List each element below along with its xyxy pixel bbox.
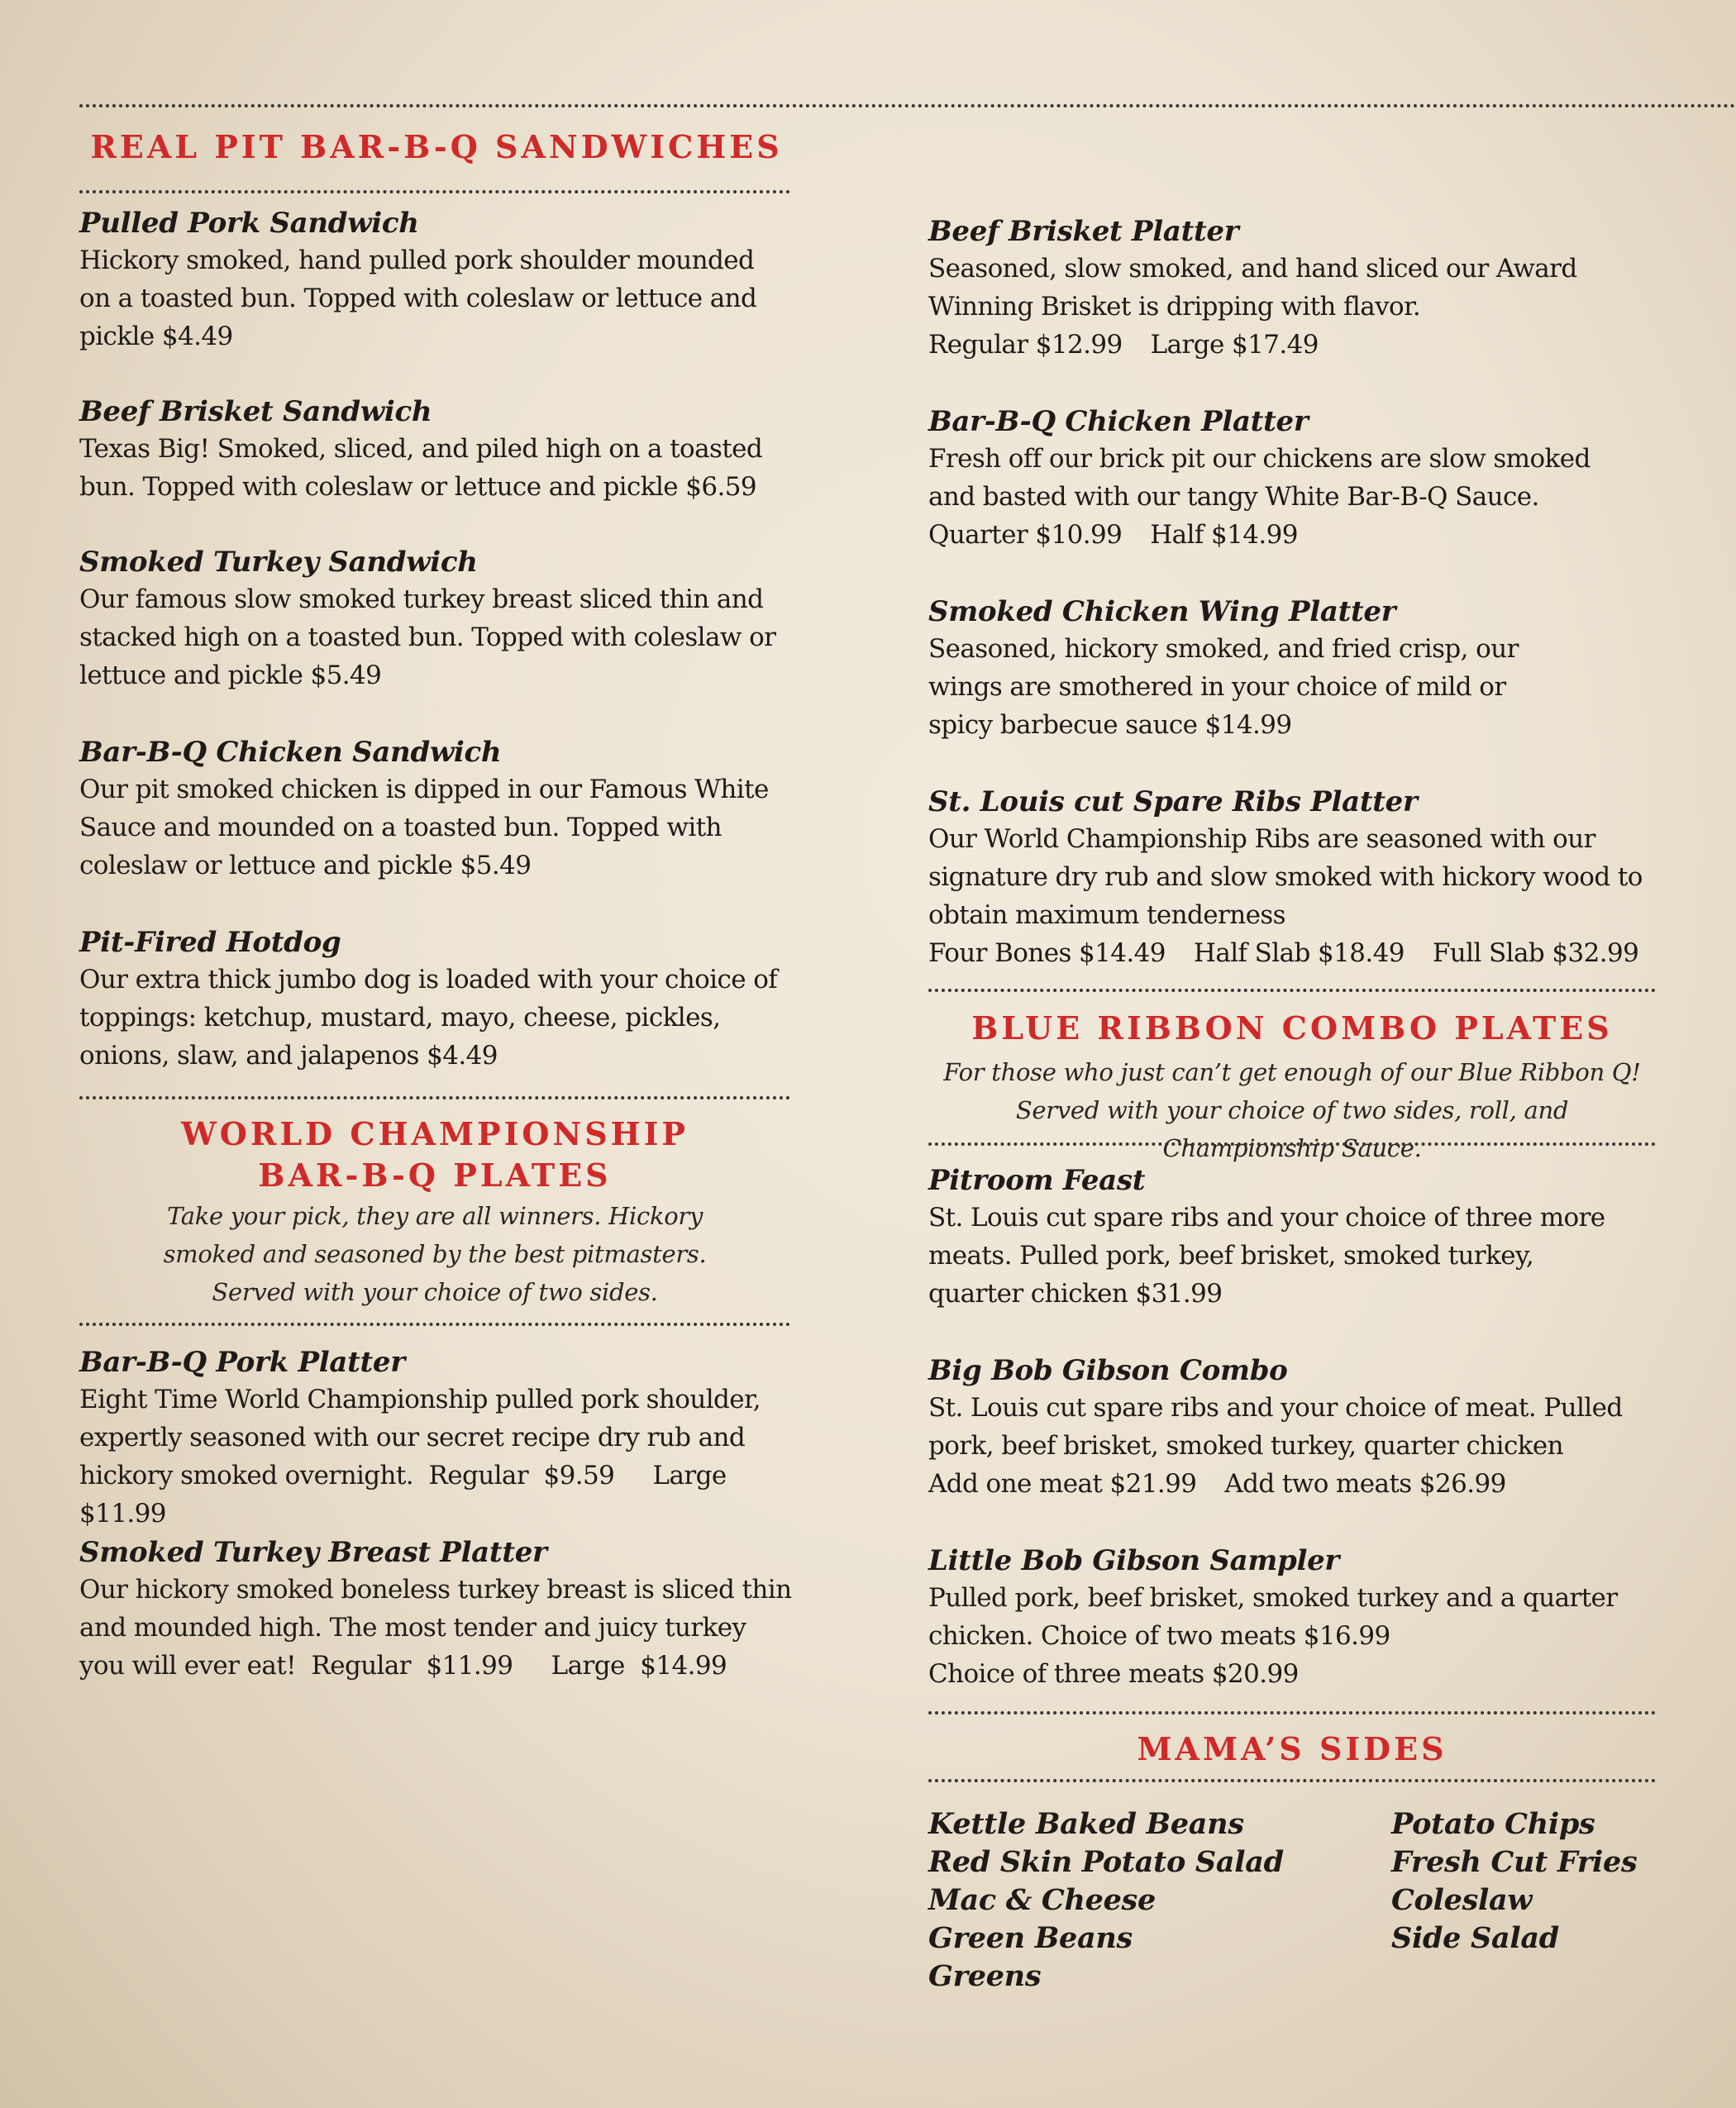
price-option: Half Slab $18.49 xyxy=(1193,938,1405,968)
price-option: Half $14.99 xyxy=(1150,520,1298,550)
price-option: Add one meat $21.99 xyxy=(928,1469,1197,1499)
item-description: Our extra thick jumbo dog is loaded with your choice of toppings: ketchup, mustard, mayo, cheese, pickles, onions, slaw, and jalapenos $4.49 xyxy=(79,965,778,1071)
combos-divider xyxy=(928,1142,1656,1146)
item-description: St. Louis cut spare ribs and your choice of three more meats. Pulled pork, beef brisket, smoked turkey, quarter chicken $31.99 xyxy=(928,1203,1605,1309)
item-name: Smoked Turkey Breast Platter xyxy=(79,1536,547,1569)
item-name: Pit-Fired Hotdog xyxy=(79,926,341,959)
item-description: Seasoned, hickory smoked, and fried crisp, our wings are smothered in your choice of mild or spicy barbecue sauce $14.99 xyxy=(928,634,1519,740)
menu-item xyxy=(79,1344,794,1533)
combos-heading: BLUE RIBBON COMBO PLATES xyxy=(971,1009,1613,1047)
item-description: Our pit smoked chicken is dipped in our Famous White Sauce and mounded on a toasted bun. Topped with coleslaw or lettuce and pickle $5.49 xyxy=(79,775,769,880)
price-option: Regular $12.99 xyxy=(928,330,1123,360)
item-description: Pulled pork, beef brisket, smoked turkey and a quarter chicken. Choice of two meats $16.99 xyxy=(928,1583,1618,1651)
combos-intro: For those who just can’t get enough of our Blue Ribbon Q! Served with your choice of two sides, roll, and Championship Sauce. xyxy=(943,1058,1641,1162)
menu-item xyxy=(79,205,790,355)
item-name: Bar-B-Q Chicken Platter xyxy=(928,405,1309,438)
menu-item xyxy=(79,544,790,694)
menu-item xyxy=(928,784,1656,972)
menu-item xyxy=(928,403,1656,554)
price-option: Quarter $10.99 xyxy=(928,520,1123,550)
price-line xyxy=(928,326,1656,364)
menu-item xyxy=(79,1534,799,1685)
side-item: Fresh Cut Fries xyxy=(1391,1845,1638,1879)
menu-item xyxy=(928,213,1656,364)
item-description: St. Louis cut spare ribs and your choice of meat. Pulled pork, beef brisket, smoked turkey, quarter chicken xyxy=(928,1393,1623,1461)
price-line xyxy=(928,934,1656,972)
menu-item xyxy=(928,594,1656,744)
plates-heading-line1: WORLD CHAMPIONSHIP xyxy=(181,1115,689,1152)
menu-item xyxy=(79,734,790,885)
sides-heading: MAMA’S SIDES xyxy=(1137,1730,1447,1767)
combos-top-divider xyxy=(928,989,1656,992)
side-item: Mac & Cheese xyxy=(928,1883,1156,1917)
sides-divider xyxy=(928,1779,1656,1782)
price-option: Add two meats $26.99 xyxy=(1224,1469,1506,1499)
item-name: Pitroom Feast xyxy=(928,1164,1146,1197)
price-option: Choice of three meats $20.99 xyxy=(928,1659,1299,1689)
side-item: Greens xyxy=(928,1959,1042,1993)
item-name: Smoked Turkey Sandwich xyxy=(79,546,478,579)
item-description: Fresh off our brick pit our chickens are slow smoked and basted with our tangy White Bar-B-Q Sauce. xyxy=(928,444,1591,512)
side-item: Green Beans xyxy=(928,1921,1133,1955)
sides-top-divider xyxy=(928,1711,1656,1715)
plates-heading-line2: BAR-B-Q PLATES xyxy=(258,1157,612,1194)
item-description: Our hickory smoked boneless turkey breast is sliced thin and mounded high. The most tender and juicy turkey you will ever eat! Regular $11.99 Large $14.99 xyxy=(79,1575,799,1681)
menu-item xyxy=(79,393,790,506)
price-line xyxy=(928,516,1656,554)
menu-item xyxy=(79,924,790,1075)
side-item: Kettle Baked Beans xyxy=(928,1807,1244,1841)
side-item: Side Salad xyxy=(1391,1921,1559,1955)
sandwiches-heading: REAL PIT BAR-B-Q SANDWICHES xyxy=(90,128,783,165)
price-option: Large $17.49 xyxy=(1150,330,1319,360)
plates-top-divider xyxy=(79,1096,790,1099)
item-description: Texas Big! Smoked, sliced, and piled high on a toasted bun. Topped with coleslaw or lettuce and pickle $6.59 xyxy=(79,434,763,502)
sides-list-right xyxy=(1391,1805,1656,1958)
item-description: Seasoned, slow smoked, and hand sliced our Award Winning Brisket is dripping with flavor. xyxy=(928,254,1577,322)
price-option: Four Bones $14.49 xyxy=(928,938,1166,968)
sides-list-left xyxy=(928,1805,1358,1996)
menu-item xyxy=(928,1352,1656,1503)
price-line xyxy=(928,1465,1656,1503)
plates-intro: Take your pick, they are all winners. Hickory smoked and seasoned by the best pitmasters. Served with your choice of two sides. xyxy=(163,1202,707,1306)
item-name: Bar-B-Q Pork Platter xyxy=(79,1346,405,1379)
item-name: Big Bob Gibson Combo xyxy=(928,1354,1288,1387)
item-name: Smoked Chicken Wing Platter xyxy=(928,595,1396,628)
item-description: Eight Time World Championship pulled pork shoulder, expertly seasoned with our secret recipe dry rub and hickory smoked overnight. Regular $9.59 Large $11.99 xyxy=(79,1385,769,1529)
price-option: Full Slab $32.99 xyxy=(1432,938,1639,968)
side-item: Potato Chips xyxy=(1391,1807,1595,1841)
item-description: Hickory smoked, hand pulled pork shoulder mounded on a toasted bun. Topped with coleslaw or lettuce and pickle $4.49 xyxy=(79,246,757,351)
side-item: Coleslaw xyxy=(1391,1883,1533,1917)
plates-divider xyxy=(79,1323,790,1326)
menu-item xyxy=(928,1543,1656,1693)
item-description: Our World Championship Ribs are seasoned with our signature dry rub and slow smoked with hickory wood to obtain maximum tenderness xyxy=(928,824,1643,930)
side-item: Red Skin Potato Salad xyxy=(928,1845,1284,1879)
item-name: Beef Brisket Sandwich xyxy=(79,395,432,428)
price-line xyxy=(928,1655,1656,1693)
item-name: Pulled Pork Sandwich xyxy=(79,207,419,240)
menu-item xyxy=(928,1162,1656,1313)
item-description: Our famous slow smoked turkey breast sliced thin and stacked high on a toasted bun. Topped with coleslaw or lettuce and pickle $5.49 xyxy=(79,584,776,690)
item-name: St. Louis cut Spare Ribs Platter xyxy=(928,785,1418,818)
sandwiches-divider xyxy=(79,190,790,193)
top-divider xyxy=(79,104,1736,107)
item-name: Beef Brisket Platter xyxy=(928,215,1239,248)
item-name: Bar-B-Q Chicken Sandwich xyxy=(79,736,502,769)
item-name: Little Bob Gibson Sampler xyxy=(928,1544,1340,1577)
